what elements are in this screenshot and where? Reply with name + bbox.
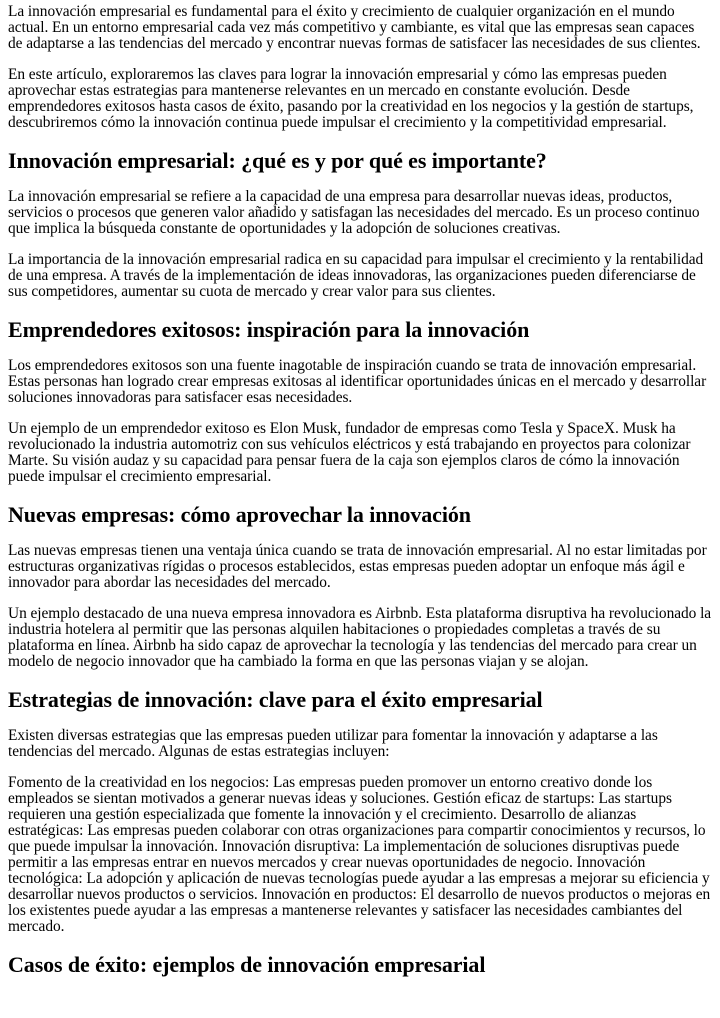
section-paragraph: Los emprendedores exitosos son una fuente inagotable de inspiración cuando se trata de innovación empresarial. Estas personas han logrado crear empresas exitosas al identificar oportunidades únicas en el mercado y desarrollar soluciones innovadoras para satisfacer esas necesidades. <box>8 357 707 406</box>
section-heading-new-companies: Nuevas empresas: cómo aprovechar la innovación <box>8 502 471 527</box>
section-paragraph: Existen diversas estrategias que las empresas pueden utilizar para fomentar la innovación y adaptarse a las tendencias del mercado. Algunas de estas estrategias incluyen: <box>8 727 658 760</box>
section-paragraph: Un ejemplo destacado de una nueva empresa innovadora es Airbnb. Esta plataforma disruptiva ha revolucionado la industria hotelera al permitir que las personas alquilen habitaciones o propiedades completas a través de su plataforma en línea. Airbnb ha sido capaz de aprovechar la tecnología y las tendencias del mercado para crear un modelo de negocio innovador que ha cambiado la forma en que las personas viajan y se alojan. <box>8 605 712 670</box>
section-heading-strategies: Estrategias de innovación: clave para el éxito empresarial <box>8 687 543 712</box>
section-heading-entrepreneurs: Emprendedores exitosos: inspiración para la innovación <box>8 317 530 342</box>
section-heading-importance: Innovación empresarial: ¿qué es y por qué es importante? <box>8 148 547 173</box>
intro-paragraph-1: La innovación empresarial es fundamental para el éxito y crecimiento de cualquier organización en el mundo actual. En un entorno empresarial cada vez más competitivo y cambiante, es vital que las empresas sean capaces de adaptarse a las tendencias del mercado y encontrar nuevas formas de satisfacer las necesidades de sus clientes. <box>8 3 701 52</box>
section-paragraph: Fomento de la creatividad en los negocios: Las empresas pueden promover un entorno creativo donde los empleados se sientan motivados a generar nuevas ideas y soluciones. Gestión eficaz de startups: Las startups requieren una gestión especializada que fomente la innovación y el crecimiento. Desarrollo de alianzas estratégicas: Las empresas pueden colaborar con otras organizaciones para compartir conocimientos y recursos, lo que puede impulsar la innovación. Innovación disruptiva: La implementación de soluciones disruptivas puede permitir a las empresas entrar en nuevos mercados y crear nuevas oportunidades de negocio. Innovación tecnológica: La adopción y aplicación de nuevas tecnologías puede ayudar a las empresas a mejorar su eficiencia y desarrollar nuevos productos o servicios. Innovación en productos: El desarrollo de nuevos productos o mejoras en los existentes puede ayudar a las empresas a mantenerse relevantes y satisfacer las necesidades cambiantes del mercado. <box>8 774 711 935</box>
section-paragraph: Un ejemplo de un emprendedor exitoso es Elon Musk, fundador de empresas como Tesla y SpaceX. Musk ha revolucionado la industria automotriz con sus vehículos eléctricos y está trabajando en proyectos para colonizar Marte. Su visión audaz y su capacidad para pensar fuera de la caja son ejemplos claros de cómo la innovación puede impulsar el crecimiento empresarial. <box>8 420 691 485</box>
section-heading-success-cases: Casos de éxito: ejemplos de innovación empresarial <box>8 952 486 977</box>
section-paragraph: La importancia de la innovación empresarial radica en su capacidad para impulsar el crecimiento y la rentabilidad de una empresa. A través de la implementación de ideas innovadoras, las organizaciones pueden diferenciarse de sus competidores, aumentar su cuota de mercado y crear valor para sus clientes. <box>8 251 704 300</box>
section-paragraph: La innovación empresarial se refiere a la capacidad de una empresa para desarrollar nuevas ideas, productos, servicios o procesos que generen valor añadido y satisfagan las necesidades del mercado. Es un proceso continuo que implica la búsqueda constante de oportunidades y la adopción de soluciones creativas. <box>8 188 700 237</box>
intro-paragraph-2: En este artículo, exploraremos las claves para lograr la innovación empresarial y cómo las empresas pueden aprovechar estas estrategias para mantenerse relevantes en un mercado en constante evolución. Desde emprendedores exitosos hasta casos de éxito, pasando por la creatividad en los negocios y la gestión de startups, descubriremos cómo la innovación continua puede impulsar el crecimiento y la competitividad empresarial. <box>8 66 694 131</box>
section-paragraph: Las nuevas empresas tienen una ventaja única cuando se trata de innovación empresarial. Al no estar limitadas por estructuras organizativas rígidas o procesos establecidos, estas empresas pueden adoptar un enfoque más ágil e innovador para abordar las necesidades del mercado. <box>8 542 707 591</box>
